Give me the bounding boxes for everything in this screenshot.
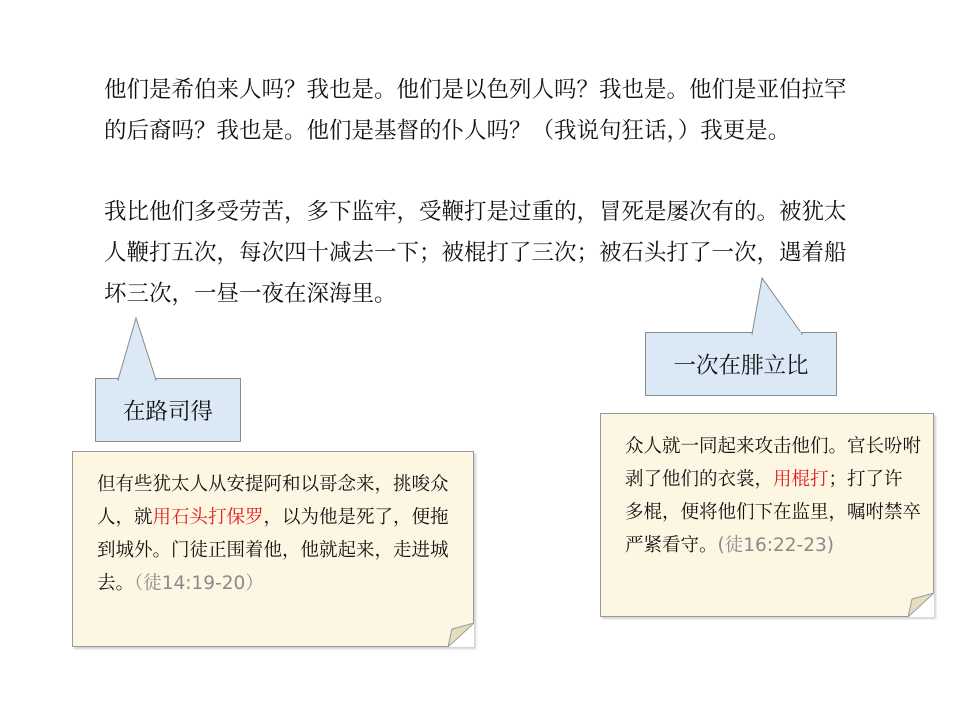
- note-philippi-reference: (徒16:22-23): [717, 535, 834, 556]
- note-philippi-folded-corner: [908, 593, 934, 617]
- note-philippi-highlight: 用棍打: [773, 469, 829, 490]
- note-lystra-highlight: 用石头打保罗: [152, 507, 264, 528]
- note-lystra-text-after: ，以为他是死了，便拖到城外。门徒正围着他，他就起来，走进城去。: [97, 507, 449, 594]
- note-philippi: [600, 413, 934, 617]
- note-lystra-reference: （徒14:19-20）: [134, 573, 264, 594]
- callout-lystra-tail: [118, 318, 156, 380]
- note-philippi-text: [625, 430, 921, 562]
- note-philippi-text-after: ；打了许多棍，便将他们下在监里，嘱咐禁卒严紧看守。: [625, 469, 922, 556]
- callout-lystra-label: 在路司得: [122, 399, 213, 425]
- scripture-paragraph-1: 他们是希伯来人吗？我也是。他们是以色列人吗？我也是。他们是亚伯拉罕的后裔吗？我也是。他们是基督的仆人吗？（我说句狂话，）我更是。: [104, 77, 847, 144]
- callout-philippi-label: 一次在腓立比: [673, 353, 809, 379]
- scripture-paragraph-2: 我比他们多受劳苦，多下监牢，受鞭打是过重的，冒死是屡次有的。被犹太人鞭打五次，每次四十减去一下；被棍打了三次；被石头打了一次，遇着船坏三次，一昼一夜在深海里。: [104, 199, 847, 307]
- note-lystra: [72, 451, 474, 647]
- note-lystra-folded-corner: [448, 623, 474, 647]
- callout-philippi: [645, 332, 837, 396]
- note-philippi-text-before: 众人就一同起来攻击他们。官长吩咐剥了他们的衣裳，: [625, 436, 922, 490]
- note-lystra-text: [97, 468, 461, 600]
- note-lystra-text-before: 但有些犹太人从安提阿和以哥念来，挑唆众人，就: [97, 474, 449, 528]
- callout-lystra: [95, 378, 241, 442]
